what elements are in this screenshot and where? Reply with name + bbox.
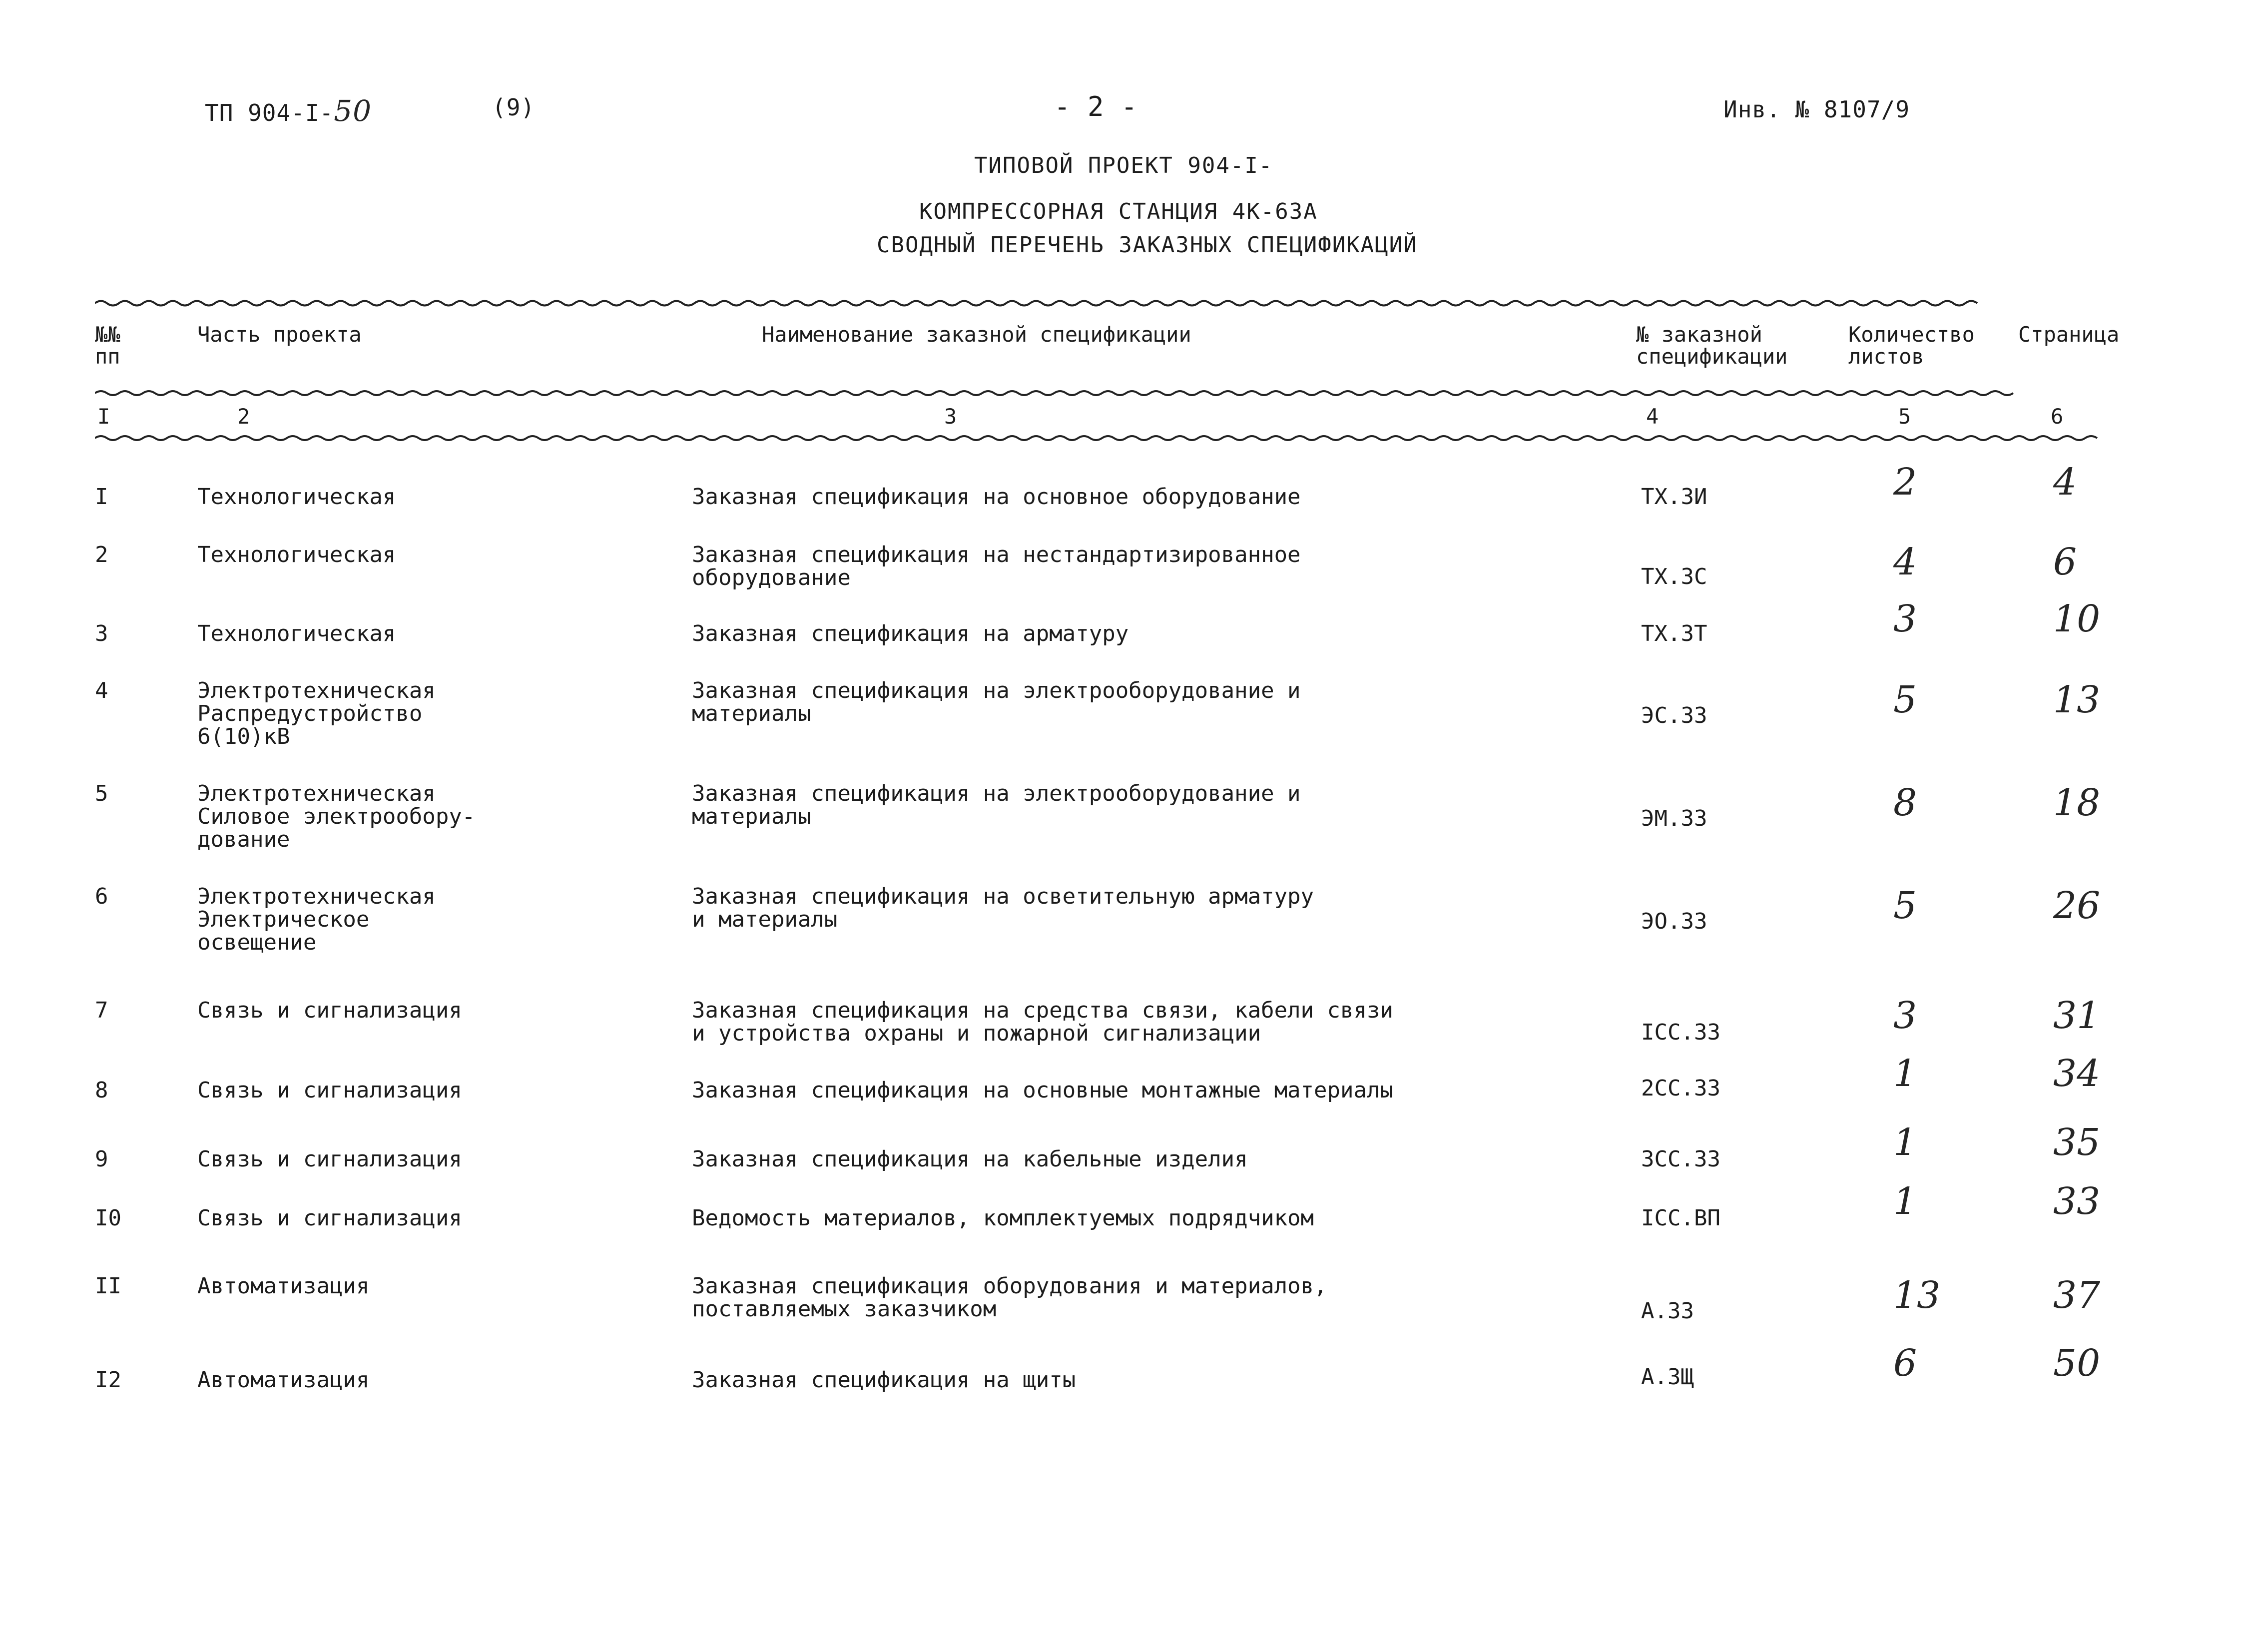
row-spec-code: ТХ.ЗС — [1641, 564, 1707, 589]
row-part: Связь и сигнализация — [197, 1146, 462, 1172]
row-page: 31 — [2053, 994, 2101, 1037]
row-spec-name: Заказная спецификация на основное оборудование — [692, 484, 1301, 510]
row-spec-code: ЭС.ЗЗ — [1641, 703, 1707, 728]
row-part: Автоматизация — [197, 1367, 370, 1393]
row-spec-code: А.ЗЩ — [1641, 1364, 1694, 1390]
row-number: 5 — [95, 781, 108, 806]
row-sheets: 8 — [1893, 781, 1917, 824]
row-page: 13 — [2053, 678, 2101, 721]
header-sheets: Количество листов — [1848, 322, 1975, 369]
row-part: Электротехническая Распредустройство 6(10)кВ — [197, 678, 436, 749]
inventory-number: Инв. № 8107/9 — [1723, 96, 1910, 123]
row-spec-code: ЭО.ЗЗ — [1641, 909, 1707, 934]
header-spec: № заказной спецификации — [1636, 322, 1788, 369]
row-sheets: 1 — [1893, 1052, 1917, 1095]
row-spec-name: Заказная спецификация на основные монтажные материалы — [692, 1078, 1393, 1103]
row-sheets: 4 — [1893, 541, 1917, 583]
row-sheets: 2 — [1893, 461, 1917, 504]
column-number: 4 — [1646, 404, 1659, 429]
row-part: Электротехническая Силовое электрообору- дование — [197, 781, 476, 852]
column-number: 5 — [1898, 404, 1911, 429]
sheet-number: (9) — [492, 94, 536, 121]
row-spec-code: ТХ.ЗИ — [1641, 484, 1707, 510]
row-part: Технологическая — [197, 542, 396, 567]
row-part: Связь и сигнализация — [197, 998, 462, 1023]
row-number: I — [95, 484, 108, 510]
page-number: - 2 - — [1054, 91, 1138, 122]
header-page: Страница — [2018, 322, 2120, 347]
row-spec-name: Заказная спецификация на арматуру — [692, 621, 1129, 646]
row-page: 37 — [2053, 1274, 2101, 1317]
row-number: 7 — [95, 998, 108, 1023]
row-part: Технологическая — [197, 621, 396, 646]
row-number: I0 — [95, 1205, 121, 1231]
column-numbers-rule — [95, 433, 2163, 444]
column-number: 3 — [944, 404, 957, 429]
row-page: 6 — [2053, 541, 2077, 583]
row-sheets: 3 — [1893, 597, 1917, 640]
row-spec-code: ТХ.ЗТ — [1641, 621, 1707, 646]
row-part: Связь и сигнализация — [197, 1078, 462, 1103]
header-num: №№ пп — [95, 322, 120, 369]
row-page: 50 — [2053, 1342, 2101, 1385]
table-top-rule — [95, 298, 2163, 309]
project-code-printed: ТП 904-I- — [205, 99, 334, 126]
title-line-2: КОМПРЕССОРНАЯ СТАНЦИЯ 4К-63А — [919, 199, 1318, 224]
row-spec-name: Ведомость материалов, комплектуемых подрядчиком — [692, 1205, 1314, 1231]
header-bottom-rule — [95, 388, 2163, 399]
row-page: 33 — [2053, 1180, 2101, 1223]
row-spec-name: Заказная спецификация на нестандартизированное оборудование — [692, 542, 1301, 590]
title-line-3: СВОДНЫЙ ПЕРЕЧЕНЬ ЗАКАЗНЫХ СПЕЦИФИКАЦИЙ — [877, 232, 1418, 258]
row-page: 26 — [2053, 884, 2101, 927]
row-spec-name: Заказная спецификация на кабельные изделия — [692, 1146, 1248, 1172]
row-spec-name: Заказная спецификация на средства связи, кабели связи и устройства охраны и пожарной сигнализации — [692, 998, 1393, 1046]
row-number: 8 — [95, 1078, 108, 1103]
row-number: 4 — [95, 678, 108, 703]
row-page: 35 — [2053, 1121, 2101, 1164]
row-part: Связь и сигнализация — [197, 1205, 462, 1231]
row-number: 6 — [95, 884, 108, 909]
row-sheets: 3 — [1893, 994, 1917, 1037]
row-sheets: 5 — [1893, 884, 1917, 927]
row-spec-code: 2СС.ЗЗ — [1641, 1076, 1720, 1101]
row-page: 10 — [2053, 597, 2101, 640]
row-spec-code: IСС.ЗЗ — [1641, 1020, 1720, 1045]
row-sheets: 6 — [1893, 1342, 1917, 1385]
row-spec-code: ЭМ.ЗЗ — [1641, 806, 1707, 831]
row-number: 3 — [95, 621, 108, 646]
row-spec-name: Заказная спецификация оборудования и материалов, поставляемых заказчиком — [692, 1273, 1327, 1322]
header-part: Часть проекта — [197, 322, 362, 347]
row-spec-code: 3СС.ЗЗ — [1641, 1146, 1720, 1172]
title-line-1: ТИПОВОЙ ПРОЕКТ 904-I- — [974, 153, 1273, 178]
row-page: 4 — [2053, 461, 2077, 504]
project-code-handwritten: 50 — [334, 94, 372, 128]
row-sheets: 5 — [1893, 678, 1917, 721]
column-number: I — [97, 404, 110, 429]
row-number: I2 — [95, 1367, 121, 1393]
row-number: 9 — [95, 1146, 108, 1172]
project-code — [205, 94, 372, 128]
row-number: II — [95, 1273, 121, 1299]
row-spec-code: IСС.ВП — [1641, 1205, 1720, 1231]
row-spec-code: А.ЗЗ — [1641, 1298, 1694, 1324]
row-spec-name: Заказная спецификация на электрооборудование и материалы — [692, 781, 1301, 829]
header-name: Наименование заказной спецификации — [762, 322, 1191, 347]
row-part: Технологическая — [197, 484, 396, 510]
row-part: Автоматизация — [197, 1273, 370, 1299]
row-part: Электротехническая Электрическое освещение — [197, 884, 436, 955]
row-sheets: 13 — [1893, 1274, 1941, 1317]
row-spec-name: Заказная спецификация на осветительную арматуру и материалы — [692, 884, 1314, 932]
row-number: 2 — [95, 542, 108, 567]
row-sheets: 1 — [1893, 1121, 1917, 1164]
row-page: 34 — [2053, 1052, 2101, 1095]
column-number: 2 — [237, 404, 250, 429]
column-number: 6 — [2051, 404, 2064, 429]
row-page: 18 — [2053, 781, 2101, 824]
row-spec-name: Заказная спецификация на электрооборудование и материалы — [692, 678, 1301, 726]
row-sheets: 1 — [1893, 1180, 1917, 1223]
row-spec-name: Заказная спецификация на щиты — [692, 1367, 1076, 1393]
